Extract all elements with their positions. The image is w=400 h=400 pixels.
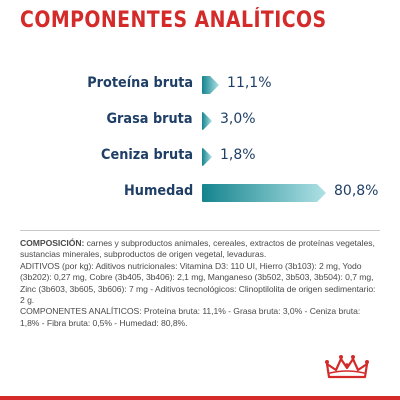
bar-row	[0, 74, 400, 96]
crown-jewel-mid-left	[339, 355, 343, 359]
bar	[202, 184, 326, 202]
bar-row	[0, 110, 400, 132]
bar-row	[0, 182, 400, 204]
bar	[202, 112, 212, 130]
composition-text	[20, 238, 380, 329]
crown-jewel-right	[365, 360, 369, 364]
bar-label: Grasa bruta	[106, 111, 193, 127]
bar-value-label: 1,8%	[220, 147, 256, 163]
composition-heading: COMPOSICIÓN:	[20, 238, 85, 248]
bar	[202, 76, 219, 94]
analytical-paragraph: COMPONENTES ANALÍTICOS: Proteína bruta: 11,1% - Grasa bruta: 3,0% - Ceniza bruta: 1,8% - Fibra bruta: 0,5% - Humedad: 80,8%.	[20, 306, 361, 328]
crown-jewel-center	[345, 363, 349, 367]
bar-value-label: 80,8%	[334, 183, 379, 199]
additives-paragraph: ADITIVOS (por kg): Aditivos nutricionales: Vitamina D3: 110 UI, Hierro (3b103): 2 mg, Yodo (3b202): 0,27 mg, Cobre (3b405, 3b406): 2,1 mg, Manganeso (3b502, 3b503, 3b504): 0,7 mg, Zinc (3b603, 3b605, 3b606): 7 mg - Aditivos tecnológicos: Clinoptilolita de origen sedimentario: 2 g.	[20, 260, 376, 306]
crown-band	[330, 371, 364, 373]
bar-label: Ceniza bruta	[100, 147, 193, 163]
crown-icon	[322, 352, 372, 382]
crown-jewel-left	[325, 360, 329, 364]
bar-value-label: 3,0%	[220, 111, 256, 127]
crown-jewel-mid-right	[351, 355, 355, 359]
bar-label: Humedad	[123, 183, 193, 199]
crown-logo	[325, 355, 369, 377]
footer-strip	[0, 396, 400, 400]
page-title: COMPONENTES ANALÍTICOS	[20, 8, 327, 33]
bar-value-label: 11,1%	[227, 75, 272, 91]
composition-ingredients: carnes y subproductos animales, cereales, extractos de proteínas vegetales, sustancias minerales, subproductos de origen vegetal, levaduras.	[20, 238, 375, 260]
bar	[202, 148, 212, 166]
bar-label: Proteína bruta	[87, 75, 193, 91]
composition-paragraph	[20, 238, 380, 261]
bar-row	[0, 146, 400, 168]
crown-outline	[327, 359, 367, 377]
divider	[20, 230, 380, 231]
